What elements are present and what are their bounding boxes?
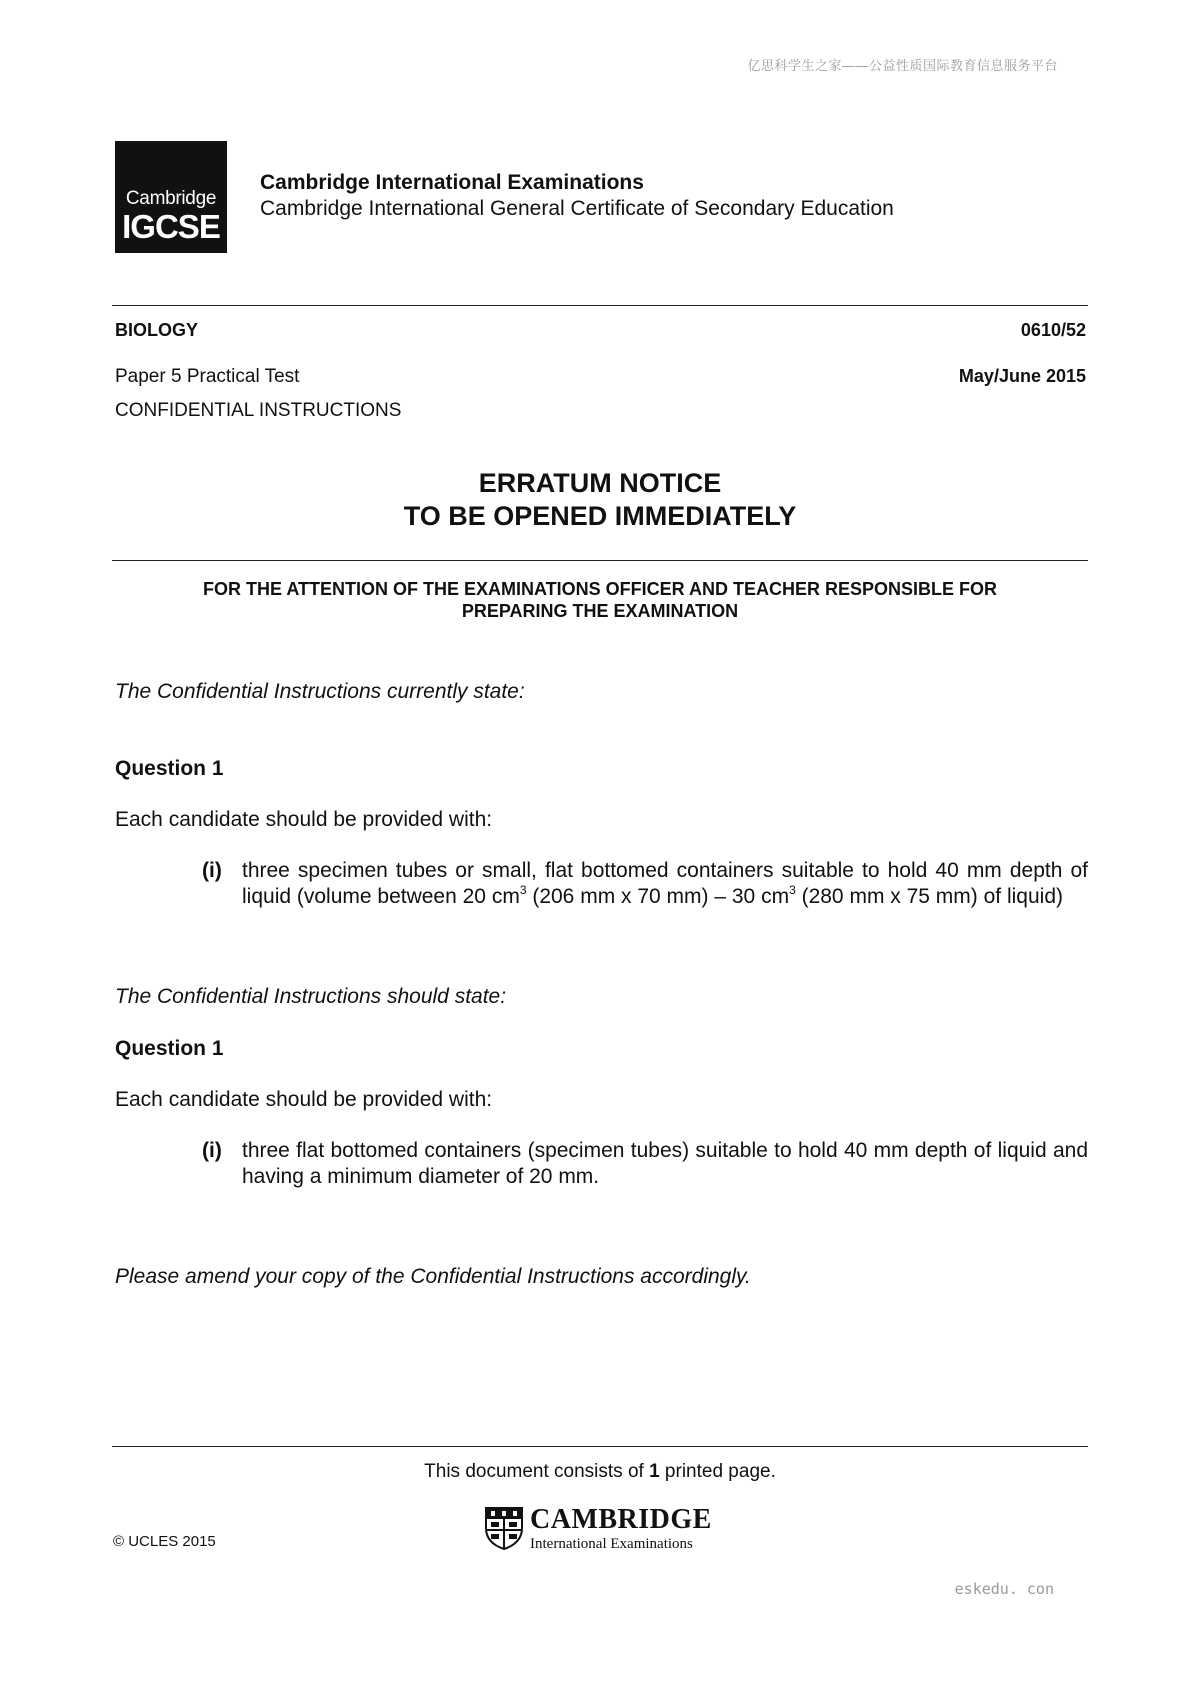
closing-instruction: Please amend your copy of the Confidential Instructions accordingly. xyxy=(115,1265,751,1288)
current-item xyxy=(196,858,1088,938)
cambridge-crest-icon xyxy=(484,1506,524,1550)
cambridge-brand-subtitle: International Examinations xyxy=(530,1536,693,1552)
header-divider xyxy=(112,305,1088,306)
logo-text-igcse: IGCSE xyxy=(122,208,220,245)
paper-name: Paper 5 Practical Test xyxy=(115,366,300,387)
corrected-intro: The Confidential Instructions should state: xyxy=(115,985,507,1008)
paper-code: 0610/52 xyxy=(1020,320,1086,340)
top-watermark: 亿思科学生之家——公益性质国际教育信息服务平台 xyxy=(747,58,1058,73)
attention-line-1: FOR THE ATTENTION OF THE EXAMINATIONS OFFICER AND TEACHER RESPONSIBLE FOR xyxy=(202,579,997,599)
current-provided-text: Each candidate should be provided with: xyxy=(115,808,493,831)
exam-session: May/June 2015 xyxy=(958,366,1086,386)
instructions-label: CONFIDENTIAL INSTRUCTIONS xyxy=(115,400,402,421)
corrected-item-number: (i) xyxy=(202,1139,222,1162)
cambridge-brand-name: CAMBRIDGE xyxy=(530,1504,712,1535)
header-title: Cambridge International Examinations xyxy=(260,171,644,194)
current-item-number: (i) xyxy=(202,859,222,882)
current-intro: The Confidential Instructions currently state: xyxy=(115,680,525,703)
logo-text-cambridge: Cambridge xyxy=(125,188,217,209)
footer-divider xyxy=(112,1446,1088,1447)
corrected-provided-text: Each candidate should be provided with: xyxy=(115,1088,493,1111)
current-item-text: three specimen tubes or small, flat bottomed containers suitable to hold 40 mm depth of liquid (volume between 20 $cm^3$ (206 mm x 70 mm) – 30 $cm^3$ (280 mm x 75 mm) of liquid) xyxy=(242,859,1088,908)
erratum-heading: ERRATUM NOTICE xyxy=(478,468,722,498)
corrected-question-heading: Question 1 xyxy=(115,1037,224,1060)
header-subtitle: Cambridge International General Certificate of Secondary Education xyxy=(260,197,894,220)
corrected-item xyxy=(196,1138,1088,1193)
page-count-text: This document consists of 1 printed page. xyxy=(424,1461,776,1482)
open-immediately-heading: TO BE OPENED IMMEDIATELY xyxy=(403,501,797,531)
attention-line-2: PREPARING THE EXAMINATION xyxy=(461,601,739,621)
subject-label: BIOLOGY xyxy=(115,320,199,340)
corrected-item-text: three flat bottomed containers (specimen tubes) suitable to hold 40 mm depth of liquid and having a minimum diameter of 20 mm. xyxy=(242,1139,1088,1188)
notice-divider xyxy=(112,560,1088,561)
current-question-heading: Question 1 xyxy=(115,757,224,780)
bottom-watermark: eskedu. con xyxy=(954,1580,1054,1598)
copyright: © UCLES 2015 xyxy=(113,1533,216,1550)
cambridge-igcse-logo xyxy=(115,141,227,253)
